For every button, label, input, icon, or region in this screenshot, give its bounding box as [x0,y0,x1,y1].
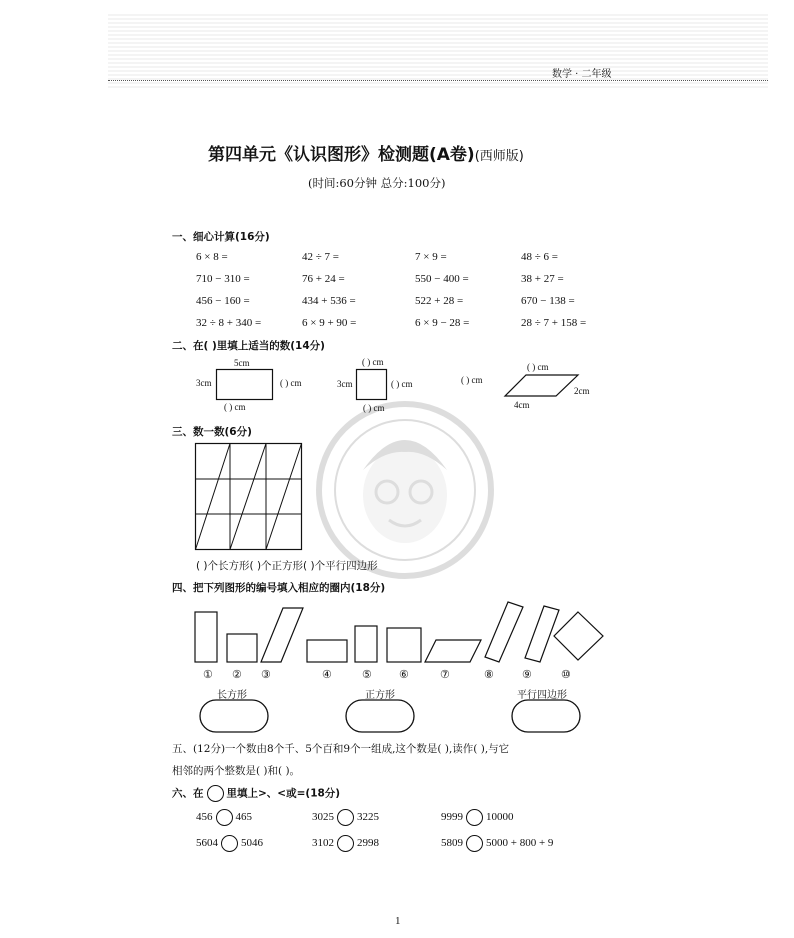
group-label-parallelogram: 平行四边形 [517,690,567,701]
section-6-heading-pre: 六、在 [172,787,204,800]
calc-item: 38 + 27 = [521,273,564,285]
shape-number: ⑥ [399,669,409,681]
compare-circle[interactable] [337,835,354,852]
section-6-heading [172,785,340,802]
compare-circle[interactable] [337,809,354,826]
compare-item: 5604 5046 [196,835,263,852]
fig3-right-label: 2cm [574,386,590,396]
fig2-left-label: 3cm [337,379,353,389]
calc-item: 434 + 536 = [302,295,356,307]
fig1-right-label: ( ) cm [280,378,302,388]
calc-item: 456 − 160 = [196,295,250,307]
section-1-heading: 一、细心计算(16分) [172,231,270,243]
count-answer-line: ( )个长方形( )个正方形( )个平行四边形 [196,560,378,572]
fig2-right-label: ( ) cm [391,379,413,389]
calc-item: 76 + 24 = [302,273,345,285]
title-edition: (西师版) [474,149,524,164]
calc-item: 6 × 9 + 90 = [302,317,357,329]
compare-circle[interactable] [216,809,233,826]
shape-number: ① [203,669,213,681]
fig1-bottom-label: ( ) cm [224,402,246,412]
header-subject: 数学 · 二年级 [552,69,612,80]
group-label-rectangle: 长方形 [217,690,247,701]
compare-circle-icon [207,785,224,802]
compare-item: 456 465 [196,809,252,826]
section-5-line-2: 相邻的两个整数是( )和( )。 [172,765,301,777]
shape-number: ⑤ [362,669,372,681]
compare-item: 5809 5000 + 800 + 9 [441,835,553,852]
answer-ovals-figure [198,698,588,738]
page-title [208,140,524,165]
fig3-left-label: ( ) cm [461,375,483,385]
page-number: 1 [395,915,401,927]
shape-number: ⑨ [522,669,532,681]
fig2-bottom-label: ( ) cm [363,403,385,413]
header-divider [108,80,768,81]
compare-circle[interactable] [466,809,483,826]
shape-number: ③ [261,669,271,681]
compare-circle[interactable] [466,835,483,852]
shape-number: ⑦ [440,669,450,681]
section-4-heading: 四、把下列图形的编号填入相应的圈内(18分) [172,582,386,594]
parallelogram-figure [504,374,580,398]
fig3-bottom-label: 4cm [514,400,530,410]
section-6-heading-post: 里填上>、<或=(18分) [226,787,341,800]
section-2-heading: 二、在( )里填上适当的数(14分) [172,340,325,352]
compare-item: 3025 3225 [312,809,379,826]
group-label-square: 正方形 [365,690,395,701]
fig2-top-label: ( ) cm [362,357,384,367]
shape-number: ⑩ [561,669,571,681]
calc-item: 32 ÷ 8 + 340 = [196,317,262,329]
title-main: 第四单元《认识图形》检测题(A卷) [208,145,475,165]
fig1-top-label: 5cm [234,358,250,368]
watermark-seal-icon [315,400,495,580]
header-band [108,14,768,90]
counting-grid-figure [195,443,305,553]
compare-item: 9999 10000 [441,809,514,826]
calc-item: 42 ÷ 7 = [302,251,339,263]
exam-info: (时间:60分钟 总分:100分) [308,176,446,190]
calc-item: 522 + 28 = [415,295,464,307]
calc-item: 710 − 310 = [196,273,250,285]
fig1-left-label: 3cm [196,378,212,388]
square-figure [356,369,392,403]
calc-item: 550 − 400 = [415,273,469,285]
shape-number: ⑧ [484,669,494,681]
calc-item: 48 ÷ 6 = [521,251,558,263]
shape-number: ② [232,669,242,681]
fig3-top-label: ( ) cm [527,362,549,372]
calc-item: 670 − 138 = [521,295,575,307]
calc-item: 6 × 9 − 28 = [415,317,470,329]
rectangle-figure [216,369,276,401]
calc-item: 28 ÷ 7 + 158 = [521,317,587,329]
shape-number: ④ [322,669,332,681]
calc-item: 6 × 8 = [196,251,228,263]
section-3-heading: 三、数一数(6分) [172,426,252,438]
compare-circle[interactable] [221,835,238,852]
section-5-line-1: 五、(12分)一个数由8个千、5个百和9个一组成,这个数是( ),读作( ),与它 [172,743,510,755]
calc-item: 7 × 9 = [415,251,447,263]
shapes-row-figure [193,600,613,670]
compare-item: 3102 2998 [312,835,379,852]
